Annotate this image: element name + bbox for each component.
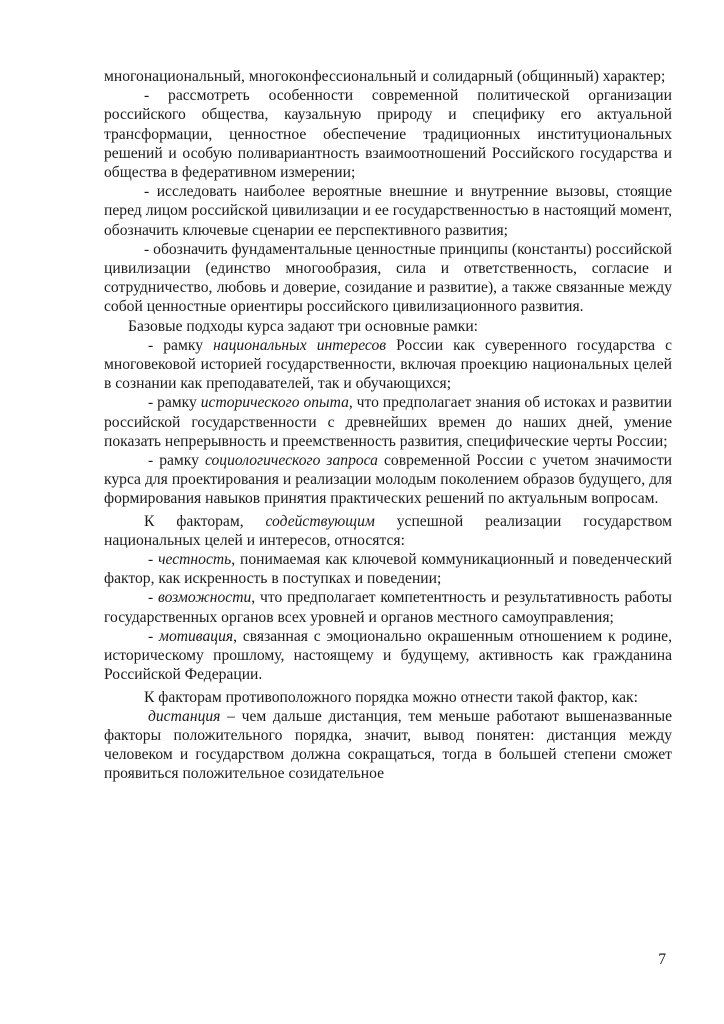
text-run: современной России с учетом значимости курса для проектирования и реализации молодым поколением образов будущего, для формирования навыков принятия практических решений по актуальным вопросам. bbox=[104, 452, 672, 508]
paragraph: К факторам противоположного порядка можно отнести такой фактор, как: bbox=[144, 688, 638, 706]
paragraph: - обозначить фундаментальные ценностные принципы (константы) российской цивилизации (единство многообразия, сила и ответственность, согласие и сотрудничество, любовь и доверие, созидание и развитие), а также связанные между собой ценностные ориентиры российского цивилизационного развития. bbox=[104, 240, 672, 316]
emphasis-text: честность bbox=[158, 551, 232, 569]
text-run: - bbox=[148, 551, 159, 569]
paragraph bbox=[104, 588, 672, 626]
paragraph bbox=[104, 451, 672, 509]
emphasis-text: исторического опыта bbox=[200, 394, 349, 412]
emphasis-text: национальных интересов bbox=[213, 336, 387, 354]
paragraph bbox=[104, 336, 672, 394]
text-run: - bbox=[148, 627, 159, 645]
text-run: успешной реализации государством национальных целей и интересов, относятся: bbox=[104, 512, 672, 549]
text-run: - bbox=[148, 589, 159, 607]
paragraph bbox=[104, 393, 672, 451]
paragraph: - исследовать наиболее вероятные внешние и внутренние вызовы, стоящие перед лицом российской цивилизации и ее государственностью в настоящий момент, обозначить ключевые сценарии ее перспективного развития; bbox=[104, 183, 672, 239]
paragraph bbox=[104, 707, 672, 784]
text-run: , что предполагает компетентность и результативность работы государственных органов всех уровней и органов местного самоуправления; bbox=[104, 589, 673, 626]
emphasis-text: социологического запроса bbox=[204, 452, 378, 470]
text-run: России как суверенного государства с многовековой историей государственности, включая проекцию национальных целей в сознании как преподавателей, так и обучающихся; bbox=[104, 336, 672, 393]
text-run: , понимаемая как ключевой коммуникационный и поведенческий фактор, как искренность в поступках и поведении; bbox=[104, 551, 672, 588]
text-run: - рамку bbox=[148, 452, 205, 470]
paragraph bbox=[104, 512, 672, 550]
paragraph bbox=[104, 550, 672, 588]
text-run: - рамку bbox=[148, 394, 201, 412]
emphasis-text: содействующим bbox=[265, 512, 375, 530]
paragraph: Базовые подходы курса задают три основные рамки: bbox=[128, 317, 478, 335]
paragraph bbox=[104, 627, 672, 685]
text-run: - рамку bbox=[148, 336, 214, 354]
emphasis-text: дистанция bbox=[148, 707, 221, 725]
text-run: К факторам, bbox=[144, 512, 266, 530]
paragraph: многонациональный, многоконфессиональный и солидарный (общинный) характер; bbox=[104, 68, 666, 85]
paragraph: - рассмотреть особенности современной политической организации российского общества, каузальную природу и специфику его актуальной трансформации, ценностное обеспечение традиционных институциональных решений и особую поливариантность взаимоотношений Российского государства и общества в федеративном измерении; bbox=[104, 87, 672, 182]
text-run: , что предполагает знания об истоках и развитии российской государственности с древнейших времен до наших дней, умение показать непрерывность и преемственность развития, специфические черты России; bbox=[104, 394, 672, 450]
emphasis-text: мотивация bbox=[159, 627, 234, 645]
text-run: , связанная с эмоционально окрашенным отношением к родине, историческому прошлому, настоящему и будущему, активность как гражданина Российской Федерации. bbox=[104, 627, 672, 684]
text-run: – чем дальше дистанция, тем меньше работают вышеназванные факторы положительного порядка, значит, вывод понятен: дистанция между человеком и государством должна сокращаться, тогда в большей степени сможет проявиться положительное созидательное bbox=[104, 707, 672, 783]
document-page bbox=[104, 67, 672, 784]
page-number: 7 bbox=[658, 951, 666, 968]
emphasis-text: возможности bbox=[158, 589, 252, 607]
